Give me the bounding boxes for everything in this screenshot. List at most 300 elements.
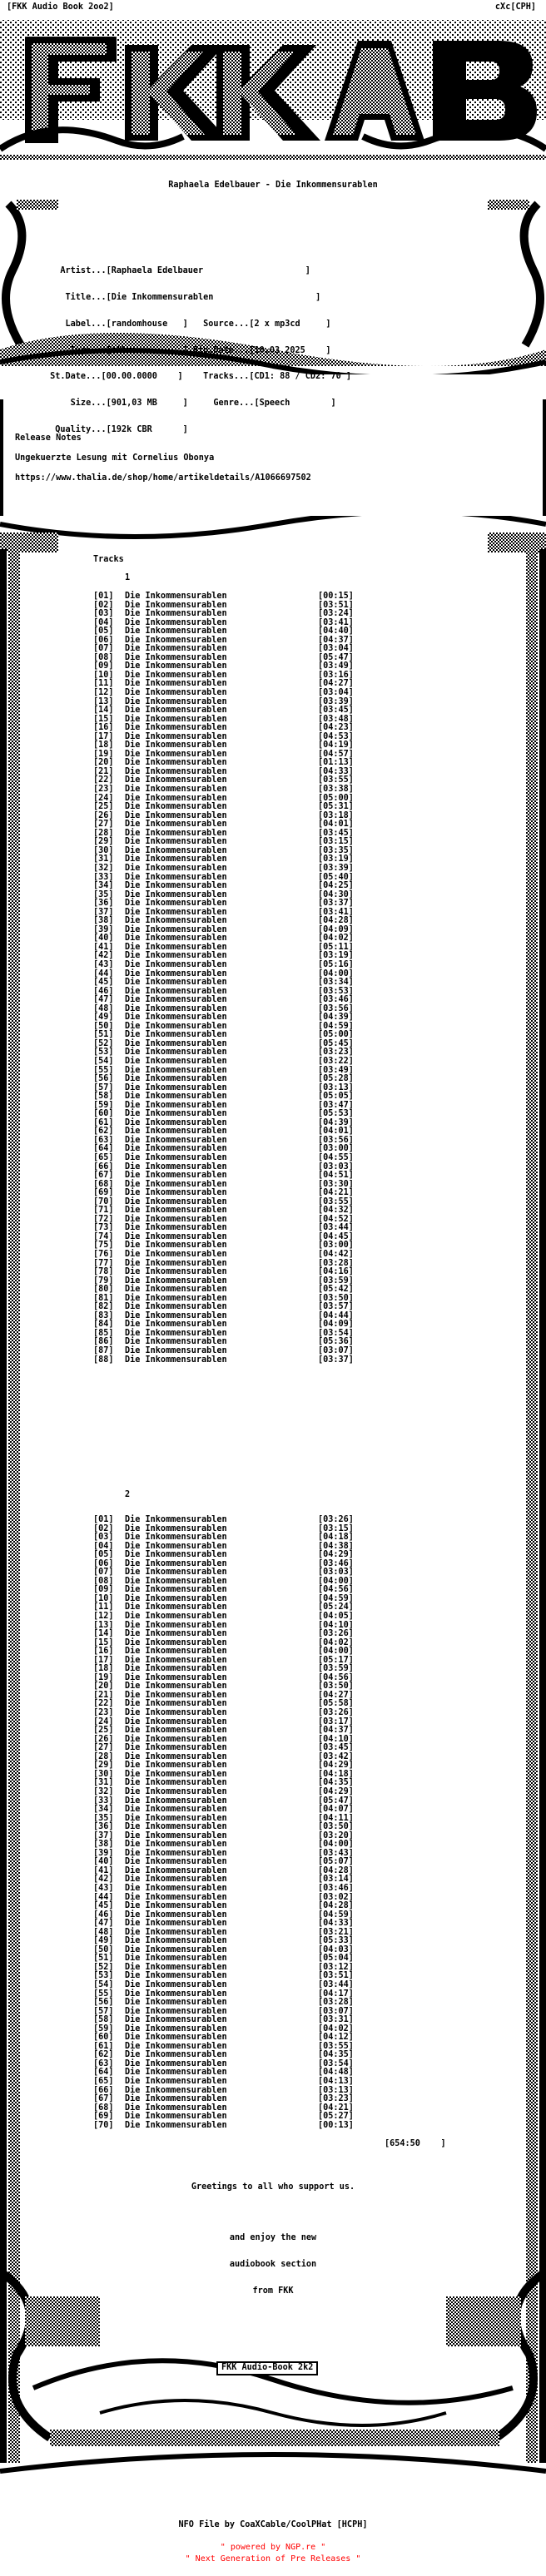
track-duration: [04:21] [318,2103,354,2113]
track-number: [35] [93,1813,114,1823]
track-row [93,1788,360,1797]
track-row [93,592,360,602]
track-duration: [03:51] [318,1971,354,1981]
track-title: Die Inkommensurablen [125,1927,227,1937]
track-number: [52] [93,1962,114,1972]
track-row [93,864,360,874]
track-duration: [04:38] [318,1541,354,1551]
track-title: Die Inkommensurablen [125,714,227,724]
track-number: [58] [93,1092,114,1102]
track-title: Die Inkommensurablen [125,1127,227,1137]
track-number: [34] [93,1805,114,1815]
track-duration: [04:09] [318,1320,354,1330]
track-title: Die Inkommensurablen [125,1769,227,1779]
track-title: Die Inkommensurablen [125,1013,227,1023]
track-duration: [03:56] [318,1003,354,1013]
track-title: Die Inkommensurablen [125,635,227,645]
track-number: [22] [93,1699,114,1709]
track-duration: [03:28] [318,1258,354,1268]
track-title: Die Inkommensurablen [125,670,227,680]
track-number: [25] [93,802,114,812]
track-number: [55] [93,1989,114,1999]
track-title: Die Inkommensurablen [125,1690,227,1700]
track-title: Die Inkommensurablen [125,600,227,610]
track-title: Die Inkommensurablen [125,872,227,882]
track-duration: [03:54] [318,2058,354,2068]
track-number: [65] [93,2077,114,2086]
track-number: [39] [93,1848,114,1858]
track-duration: [04:27] [318,1690,354,1700]
track-duration: [05:11] [318,942,354,952]
track-row [93,961,360,970]
track-duration: [04:02] [318,1637,354,1647]
track-title: Die Inkommensurablen [125,2015,227,2025]
track-title: Die Inkommensurablen [125,924,227,934]
track-duration: [05:53] [318,1109,354,1119]
track-title: Die Inkommensurablen [125,1822,227,1832]
track-number: [31] [93,1778,114,1788]
track-title: Die Inkommensurablen [125,1117,227,1127]
track-row [93,2078,360,2087]
track-duration: [05:04] [318,1954,354,1964]
track-number: [12] [93,1612,114,1622]
track-title: Die Inkommensurablen [125,1944,227,1954]
track-title: Die Inkommensurablen [125,652,227,662]
cd2-tracklist [93,1516,360,2130]
track-title: Die Inkommensurablen [125,2041,227,2051]
track-number: [82] [93,1302,114,1312]
track-number: [80] [93,1285,114,1295]
track-title: Die Inkommensurablen [125,1629,227,1639]
track-title: Die Inkommensurablen [125,592,227,601]
track-title: Die Inkommensurablen [125,1830,227,1840]
track-duration: [03:30] [318,1179,354,1189]
track-row [93,689,360,698]
track-title: Die Inkommensurablen [125,1310,227,1320]
track-title: Die Inkommensurablen [125,1778,227,1788]
track-duration: [05:28] [318,1074,354,1084]
track-number: [50] [93,1021,114,1031]
track-duration: [04:30] [318,889,354,899]
track-number: [01] [93,1515,114,1524]
track-number: [51] [93,1030,114,1040]
track-number: [38] [93,916,114,926]
track-number: [54] [93,1056,114,1066]
track-title: Die Inkommensurablen [125,1206,227,1216]
track-number: [10] [93,670,114,680]
track-duration: [03:07] [318,2006,354,2016]
track-number: [21] [93,1690,114,1700]
track-title: Die Inkommensurablen [125,2024,227,2034]
track-duration: [03:34] [318,978,354,988]
track-duration: [03:15] [318,1523,354,1533]
track-row [93,785,360,795]
track-number: [08] [93,652,114,662]
track-title: Die Inkommensurablen [125,688,227,698]
info-size: Size...[901,03 MB ] Genre...[Speech ] [45,399,336,409]
track-duration: [03:50] [318,1682,354,1692]
track-duration: [04:37] [318,635,354,645]
track-number: [20] [93,1682,114,1692]
track-number: [75] [93,1241,114,1251]
track-title: Die Inkommensurablen [125,828,227,838]
track-number: [40] [93,1857,114,1867]
track-number: [47] [93,995,114,1005]
track-number: [33] [93,872,114,882]
track-title: Die Inkommensurablen [125,1082,227,1092]
track-number: [35] [93,889,114,899]
track-number: [88] [93,1355,114,1365]
track-title: Die Inkommensurablen [125,766,227,776]
track-duration: [03:35] [318,845,354,855]
release-title: Raphaela Edelbauer - Die Inkommensurablen [168,181,378,190]
track-row [93,2122,360,2131]
track-duration: [05:33] [318,1936,354,1946]
track-title: Die Inkommensurablen [125,889,227,899]
track-number: [02] [93,1523,114,1533]
track-title: Die Inkommensurablen [125,1048,227,1058]
track-number: [18] [93,1664,114,1674]
track-number: [27] [93,820,114,830]
track-title: Die Inkommensurablen [125,1734,227,1744]
track-duration: [04:28] [318,1865,354,1875]
track-number: [13] [93,696,114,706]
track-title: Die Inkommensurablen [125,2085,227,2095]
track-row [93,1806,360,1815]
track-title: Die Inkommensurablen [125,1603,227,1612]
track-title: Die Inkommensurablen [125,793,227,803]
track-number: [70] [93,1196,114,1206]
track-number: [60] [93,2033,114,2043]
track-duration: [04:18] [318,1769,354,1779]
track-title: Die Inkommensurablen [125,1065,227,1075]
track-title: Die Inkommensurablen [125,1743,227,1753]
info-title: Title...[Die Inkommensurablen ] [45,292,321,302]
info-type: Type...[Album ] Rip.Date...[10.03.2025 ] [45,345,331,355]
footer-label: FKK Audio-Book 2k2 [216,2361,318,2375]
track-number: [27] [93,1743,114,1753]
track-title: Die Inkommensurablen [125,802,227,812]
track-duration: [04:28] [318,916,354,926]
track-number: [69] [93,1188,114,1198]
track-title: Die Inkommensurablen [125,1267,227,1277]
track-number: [02] [93,600,114,610]
track-title: Die Inkommensurablen [125,1708,227,1718]
track-number: [09] [93,661,114,671]
track-number: [04] [93,617,114,627]
enjoy-line: from FKK [252,2286,294,2296]
track-title: Die Inkommensurablen [125,863,227,873]
track-number: [72] [93,1214,114,1224]
release-notes-line: Ungekuerzte Lesung mit Cornelius Obonya [15,453,215,463]
track-duration: [05:07] [318,1857,354,1867]
info-label: Label...[randomhouse ] Source...[2 x mp3cd ] [45,319,331,329]
track-duration: [03:17] [318,1717,354,1726]
track-number: [53] [93,1048,114,1058]
track-title: Die Inkommensurablen [125,696,227,706]
track-number: [76] [93,1250,114,1260]
track-title: Die Inkommensurablen [125,1664,227,1674]
track-title: Die Inkommensurablen [125,1515,227,1524]
track-number: [22] [93,775,114,785]
track-number: [63] [93,1135,114,1145]
fkkab-logo [0,12,546,170]
track-number: [58] [93,2015,114,2025]
track-duration: [00:15] [318,592,354,601]
track-duration: [03:41] [318,617,354,627]
track-duration: [04:05] [318,1612,354,1622]
track-number: [32] [93,1786,114,1796]
track-number: [47] [93,1919,114,1929]
track-title: Die Inkommensurablen [125,1910,227,1920]
track-title: Die Inkommensurablen [125,1171,227,1181]
track-number: [31] [93,855,114,864]
track-number: [11] [93,679,114,689]
track-duration: [04:03] [318,1944,354,1954]
track-duration: [03:13] [318,1082,354,1092]
track-number: [66] [93,1162,114,1172]
track-number: [38] [93,1840,114,1850]
track-title: Die Inkommensurablen [125,1786,227,1796]
track-title: Die Inkommensurablen [125,1892,227,1902]
track-number: [25] [93,1726,114,1736]
track-number: [40] [93,934,114,944]
track-duration: [03:44] [318,1223,354,1233]
track-duration: [03:57] [318,1302,354,1312]
track-duration: [04:40] [318,627,354,637]
track-number: [67] [93,2094,114,2104]
track-duration: [04:11] [318,1813,354,1823]
track-duration: [04:02] [318,934,354,944]
track-duration: [04:19] [318,741,354,751]
track-duration: [03:03] [318,1568,354,1578]
track-title: Die Inkommensurablen [125,741,227,751]
track-duration: [03:00] [318,1144,354,1154]
track-title: Die Inkommensurablen [125,1092,227,1102]
track-title: Die Inkommensurablen [125,775,227,785]
track-duration: [03:19] [318,855,354,864]
track-duration: [03:46] [318,1883,354,1893]
track-number: [41] [93,1865,114,1875]
track-number: [43] [93,959,114,969]
track-duration: [04:02] [318,2024,354,2034]
track-number: [23] [93,785,114,795]
track-number: [71] [93,1206,114,1216]
track-duration: [04:39] [318,1117,354,1127]
track-title: Die Inkommensurablen [125,951,227,961]
track-number: [11] [93,1603,114,1612]
track-duration: [04:01] [318,1127,354,1137]
next-generation: " Next Generation of Pre Releases " [185,2554,361,2564]
track-duration: [03:18] [318,810,354,820]
track-duration: [03:24] [318,609,354,619]
track-number: [24] [93,793,114,803]
track-title: Die Inkommensurablen [125,978,227,988]
track-duration: [03:43] [318,1848,354,1858]
track-title: Die Inkommensurablen [125,1328,227,1338]
track-title: Die Inkommensurablen [125,2077,227,2086]
track-number: [52] [93,1038,114,1048]
track-title: Die Inkommensurablen [125,968,227,978]
track-duration: [04:35] [318,2050,354,2060]
track-title: Die Inkommensurablen [125,1153,227,1162]
track-number: [55] [93,1065,114,1075]
track-number: [16] [93,1647,114,1657]
track-title: Die Inkommensurablen [125,1717,227,1726]
track-title: Die Inkommensurablen [125,679,227,689]
track-number: [60] [93,1109,114,1119]
track-title: Die Inkommensurablen [125,1541,227,1551]
track-number: [68] [93,2103,114,2113]
track-duration: [03:42] [318,1751,354,1761]
track-duration: [04:32] [318,1206,354,1216]
track-number: [39] [93,924,114,934]
track-title: Die Inkommensurablen [125,1021,227,1031]
track-title: Die Inkommensurablen [125,785,227,795]
track-duration: [03:21] [318,1927,354,1937]
track-title: Die Inkommensurablen [125,1672,227,1682]
track-number: [51] [93,1954,114,1964]
track-title: Die Inkommensurablen [125,1682,227,1692]
track-title: Die Inkommensurablen [125,1840,227,1850]
track-number: [32] [93,863,114,873]
track-number: [05] [93,1550,114,1560]
track-duration: [03:50] [318,1293,354,1303]
header-left-tag: [FKK Audio Book 2oo2] [7,2,114,12]
track-title: Die Inkommensurablen [125,2033,227,2043]
track-title: Die Inkommensurablen [125,907,227,917]
track-title: Die Inkommensurablen [125,810,227,820]
track-duration: [03:19] [318,951,354,961]
track-number: [26] [93,1734,114,1744]
track-number: [37] [93,907,114,917]
track-number: [44] [93,1892,114,1902]
track-duration: [03:22] [318,1056,354,1066]
track-duration: [05:45] [318,1038,354,1048]
track-title: Die Inkommensurablen [125,2120,227,2130]
track-number: [79] [93,1276,114,1286]
track-number: [54] [93,1979,114,1989]
track-title: Die Inkommensurablen [125,1998,227,2008]
track-title: Die Inkommensurablen [125,1250,227,1260]
track-duration: [04:00] [318,968,354,978]
track-number: [12] [93,688,114,698]
track-title: Die Inkommensurablen [125,1655,227,1665]
track-title: Die Inkommensurablen [125,758,227,768]
greetings-text: Greetings to all who support us. [191,2182,355,2192]
track-number: [20] [93,758,114,768]
track-duration: [03:04] [318,644,354,654]
track-title: Die Inkommensurablen [125,1954,227,1964]
track-number: [21] [93,766,114,776]
track-title: Die Inkommensurablen [125,1848,227,1858]
track-title: Die Inkommensurablen [125,1805,227,1815]
info-quality: Quality...[192k CBR ] [45,424,188,434]
track-title: Die Inkommensurablen [125,1533,227,1543]
track-duration: [03:15] [318,837,354,847]
track-duration: [04:23] [318,723,354,733]
track-duration: [03:00] [318,1241,354,1251]
track-duration: [04:33] [318,1919,354,1929]
track-duration: [03:07] [318,1346,354,1356]
track-title: Die Inkommensurablen [125,1109,227,1119]
track-number: [30] [93,1769,114,1779]
track-duration: [03:50] [318,1822,354,1832]
track-duration: [03:55] [318,775,354,785]
track-number: [06] [93,1558,114,1568]
enjoy-line: audiobook section [229,2259,317,2269]
track-number: [07] [93,1568,114,1578]
track-number: [83] [93,1310,114,1320]
track-number: [66] [93,2085,114,2095]
track-duration: [04:00] [318,1576,354,1586]
track-title: Die Inkommensurablen [125,1989,227,1999]
cd1-label: 1 [125,573,131,582]
track-title: Die Inkommensurablen [125,1302,227,1312]
track-duration: [04:42] [318,1250,354,1260]
track-duration: [03:49] [318,1065,354,1075]
track-duration: [05:40] [318,872,354,882]
track-duration: [03:54] [318,1328,354,1338]
track-number: [45] [93,1901,114,1911]
track-number: [64] [93,1144,114,1154]
track-title: Die Inkommensurablen [125,1857,227,1867]
track-title: Die Inkommensurablen [125,1003,227,1013]
track-duration: [04:01] [318,820,354,830]
track-number: [77] [93,1258,114,1268]
footer-art [0,2259,546,2521]
track-number: [50] [93,1944,114,1954]
track-duration: [05:47] [318,652,354,662]
track-title: Die Inkommensurablen [125,995,227,1005]
track-duration: [04:17] [318,1989,354,1999]
track-title: Die Inkommensurablen [125,1223,227,1233]
track-title: Die Inkommensurablen [125,1337,227,1347]
separator-art [0,516,546,554]
track-title: Die Inkommensurablen [125,1179,227,1189]
track-duration: [04:39] [318,1013,354,1023]
track-number: [85] [93,1328,114,1338]
track-title: Die Inkommensurablen [125,845,227,855]
track-duration: [04:09] [318,924,354,934]
track-title: Die Inkommensurablen [125,1726,227,1736]
track-number: [36] [93,1822,114,1832]
track-title: Die Inkommensurablen [125,731,227,741]
track-row [93,1154,360,1163]
track-title: Die Inkommensurablen [125,609,227,619]
track-duration: [04:10] [318,1734,354,1744]
track-duration: [04:56] [318,1585,354,1595]
track-duration: [03:45] [318,706,354,716]
track-title: Die Inkommensurablen [125,2050,227,2060]
track-number: [15] [93,714,114,724]
track-duration: [04:18] [318,1533,354,1543]
release-notes-url[interactable]: https://www.thalia.de/shop/home/artikeldetails/A1066697502 [15,473,311,483]
track-number: [06] [93,635,114,645]
track-title: Die Inkommensurablen [125,1074,227,1084]
track-duration: [04:21] [318,1188,354,1198]
track-title: Die Inkommensurablen [125,1214,227,1224]
track-duration: [04:59] [318,1910,354,1920]
track-number: [05] [93,627,114,637]
track-row [93,1347,360,1356]
track-title: Die Inkommensurablen [125,1620,227,1630]
track-title: Die Inkommensurablen [125,2103,227,2113]
tracks-heading: Tracks [93,555,124,564]
track-duration: [04:29] [318,1786,354,1796]
track-duration: [03:39] [318,696,354,706]
track-duration: [03:56] [318,1135,354,1145]
